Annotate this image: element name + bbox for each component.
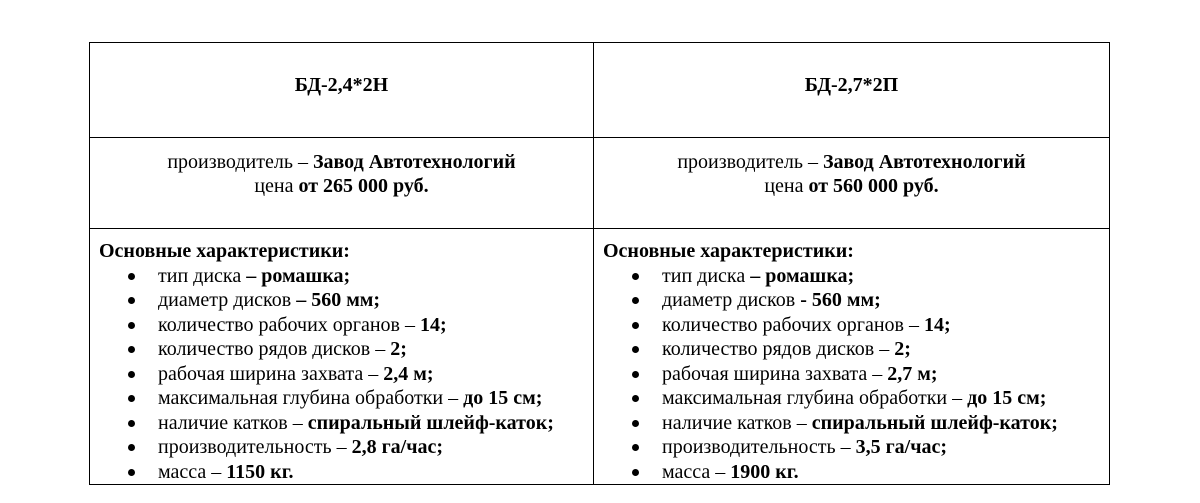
price-line [90,174,593,198]
maker-price-row [90,138,1110,229]
spec-item [603,288,1101,313]
spec-label: наличие катков – [158,411,308,434]
bullet-icon [128,469,135,476]
spec-label: рабочая ширина захвата – [662,362,888,385]
bullet-icon [632,346,639,353]
specs-heading: Основные характеристики: [603,240,854,262]
spec-item [99,264,585,289]
spec-item [603,460,1101,485]
spec-item [99,337,585,362]
maker-line [594,150,1109,174]
spec-label: масса – [158,460,227,483]
price-prefix: цена [764,175,809,197]
spec-list-right [603,264,1101,485]
bullet-icon [632,297,639,304]
spec-value: 1150 кг. [226,460,294,483]
spec-label: максимальная глубина обработки – [662,387,968,409]
bullet-icon [128,273,135,280]
spec-item [603,313,1101,338]
spec-label: диаметр дисков [662,289,801,311]
spec-value: 3,5 га/час; [855,436,948,458]
model-title-row [90,43,1110,138]
spec-label: количество рядов дисков – [662,338,895,360]
bullet-icon [128,346,135,353]
spec-label: производительность – [158,436,352,458]
model-title-left: БД-2,4*2Н [90,43,594,138]
spec-value: 2; [390,338,407,360]
bullet-icon [128,395,135,402]
price-value: от 560 000 руб. [808,175,939,197]
maker-price-cell-right [594,138,1110,229]
bullet-icon [632,420,639,427]
maker-name: Завод Автотехнологий [312,151,516,173]
spec-label: количество рабочих органов – [158,313,421,336]
specs-cell-left [90,229,594,485]
spec-value: – 560 мм; [296,289,381,311]
spec-value: 1900 кг. [730,460,799,483]
bullet-icon [128,371,135,378]
spec-label: диаметр дисков [158,289,297,311]
spec-label: максимальная глубина обработки – [158,387,464,409]
spec-label: наличие катков – [662,411,812,434]
comparison-table [89,42,1110,485]
spec-item [99,435,585,460]
price-prefix: цена [254,175,299,197]
spec-value: до 15 см; [967,387,1047,409]
spec-item [99,313,585,338]
spec-value: 2,4 м; [383,362,434,385]
spec-label: тип диска [662,264,751,287]
bullet-icon [128,420,135,427]
spec-value: 2,8 га/час; [351,436,444,458]
spec-item [99,362,585,387]
spec-label: масса – [662,460,731,483]
spec-value: спиральный шлейф-каток; [811,411,1058,434]
specs-cell-right [594,229,1110,485]
maker-prefix: производитель – [167,151,313,173]
spec-value: спиральный шлейф-каток; [307,411,554,434]
spec-item [603,435,1101,460]
specs-heading: Основные характеристики: [99,240,350,262]
bullet-icon [632,469,639,476]
spec-label: количество рядов дисков – [158,338,391,360]
spec-list-left [99,264,585,485]
spec-value: 14; [420,313,447,336]
spec-value: – ромашка; [750,264,855,287]
bullet-icon [632,395,639,402]
spec-value: - 560 мм; [800,289,881,311]
specs-row [90,229,1110,485]
bullet-icon [128,297,135,304]
maker-name: Завод Автотехнологий [822,151,1026,173]
spec-value: до 15 см; [463,387,543,409]
spec-value: 14; [924,313,951,336]
spec-label: рабочая ширина захвата – [158,362,384,385]
bullet-icon [632,444,639,451]
model-title-right: БД-2,7*2П [594,43,1110,138]
spec-item [603,264,1101,289]
maker-prefix: производитель – [677,151,823,173]
spec-value: 2; [894,338,911,360]
spec-label: тип диска [158,264,247,287]
price-value: от 265 000 руб. [298,175,429,197]
bullet-icon [632,371,639,378]
spec-item [99,288,585,313]
spec-item [99,411,585,436]
bullet-icon [632,273,639,280]
spec-item [99,386,585,411]
bullet-icon [128,322,135,329]
spec-item [603,386,1101,411]
maker-price-cell-left [90,138,594,229]
maker-line [90,150,593,174]
spec-item [603,337,1101,362]
spec-value: 2,7 м; [887,362,938,385]
price-line [594,174,1109,198]
bullet-icon [128,444,135,451]
spec-item [603,362,1101,387]
spec-value: – ромашка; [246,264,351,287]
spec-item [99,460,585,485]
spec-item [603,411,1101,436]
bullet-icon [632,322,639,329]
spec-label: количество рабочих органов – [662,313,925,336]
spec-label: производительность – [662,436,856,458]
